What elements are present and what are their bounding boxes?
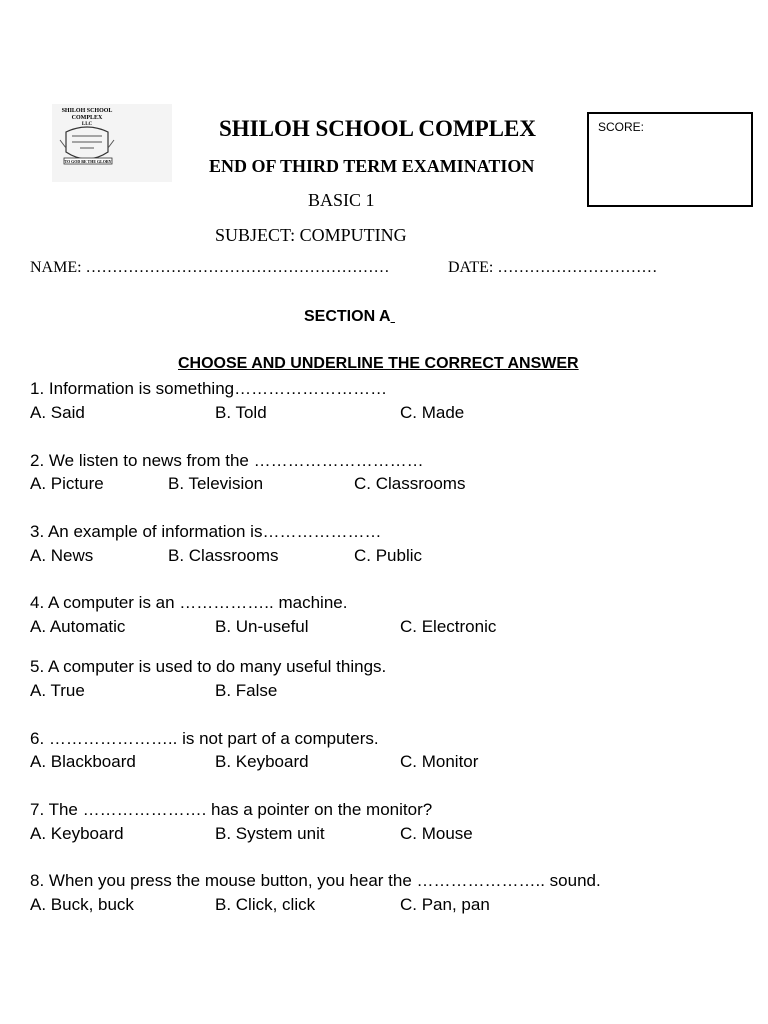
q5-option-a[interactable]: A. True — [30, 681, 85, 700]
logo-motto: TO GOD BE THE GLORY — [64, 159, 112, 164]
section-instruction: CHOOSE AND UNDERLINE THE CORRECT ANSWER — [178, 355, 579, 372]
q3-option-a[interactable]: A. News — [30, 546, 94, 565]
q3-option-b[interactable]: B. Classrooms — [168, 546, 279, 565]
q7-option-a[interactable]: A. Keyboard — [30, 824, 124, 843]
q5-option-b[interactable]: B. False — [215, 681, 278, 700]
date-field[interactable]: DATE: ………………………… — [448, 259, 658, 276]
q1-option-a[interactable]: A. Said — [30, 403, 85, 422]
question-5: 5. A computer is used to do many useful things. — [30, 657, 387, 676]
class-label: BASIC 1 — [308, 190, 375, 210]
school-name: SHILOH SCHOOL COMPLEX — [219, 116, 536, 141]
section-title-underline — [391, 308, 395, 325]
q8-option-c[interactable]: C. Pan, pan — [400, 895, 490, 914]
q8-option-b[interactable]: B. Click, click — [215, 895, 316, 914]
q4-option-a[interactable]: A. Automatic — [30, 617, 126, 636]
score-box — [587, 112, 753, 207]
score-label: SCORE: — [598, 120, 645, 134]
q2-option-c[interactable]: C. Classrooms — [354, 474, 466, 493]
subject-label: SUBJECT: COMPUTING — [215, 225, 407, 245]
q8-option-a[interactable]: A. Buck, buck — [30, 895, 134, 914]
q2-option-a[interactable]: A. Picture — [30, 474, 104, 493]
q1-option-c[interactable]: C. Made — [400, 403, 465, 422]
logo-line-3: LLC — [81, 122, 93, 127]
school-logo — [52, 104, 172, 182]
question-1: 1. Information is something……………………… — [30, 379, 388, 398]
q4-option-b[interactable]: B. Un-useful — [215, 617, 309, 636]
section-title — [304, 308, 395, 326]
q3-option-c[interactable]: C. Public — [354, 546, 423, 565]
question-3: 3. An example of information is………………… — [30, 522, 382, 541]
logo-line-2: COMPLEX — [71, 115, 103, 121]
q2-option-b[interactable]: B. Television — [168, 474, 264, 493]
logo-line-1: SHILOH SCHOOL — [61, 108, 113, 114]
question-6: 6. ………………….. is not part of a computers. — [30, 729, 379, 748]
q7-option-b[interactable]: B. System unit — [215, 824, 325, 843]
question-4: 4. A computer is an …………….. machine. — [30, 593, 348, 612]
q4-option-c[interactable]: C. Electronic — [400, 617, 497, 636]
q6-option-c[interactable]: C. Monitor — [400, 752, 479, 771]
q6-option-a[interactable]: A. Blackboard — [30, 752, 136, 771]
question-2: 2. We listen to news from the ………………………… — [30, 451, 424, 470]
exam-title: END OF THIRD TERM EXAMINATION — [209, 156, 535, 176]
q6-option-b[interactable]: B. Keyboard — [215, 752, 309, 771]
q1-option-b[interactable]: B. Told — [215, 403, 267, 422]
q7-option-c[interactable]: C. Mouse — [400, 824, 473, 843]
section-title-text: SECTION A — [304, 308, 391, 325]
name-field[interactable]: NAME: ………………………………………………… — [30, 259, 390, 276]
question-8: 8. When you press the mouse button, you hear the ………………….. sound. — [30, 871, 601, 890]
question-7: 7. The …………………. has a pointer on the monitor? — [30, 800, 433, 819]
